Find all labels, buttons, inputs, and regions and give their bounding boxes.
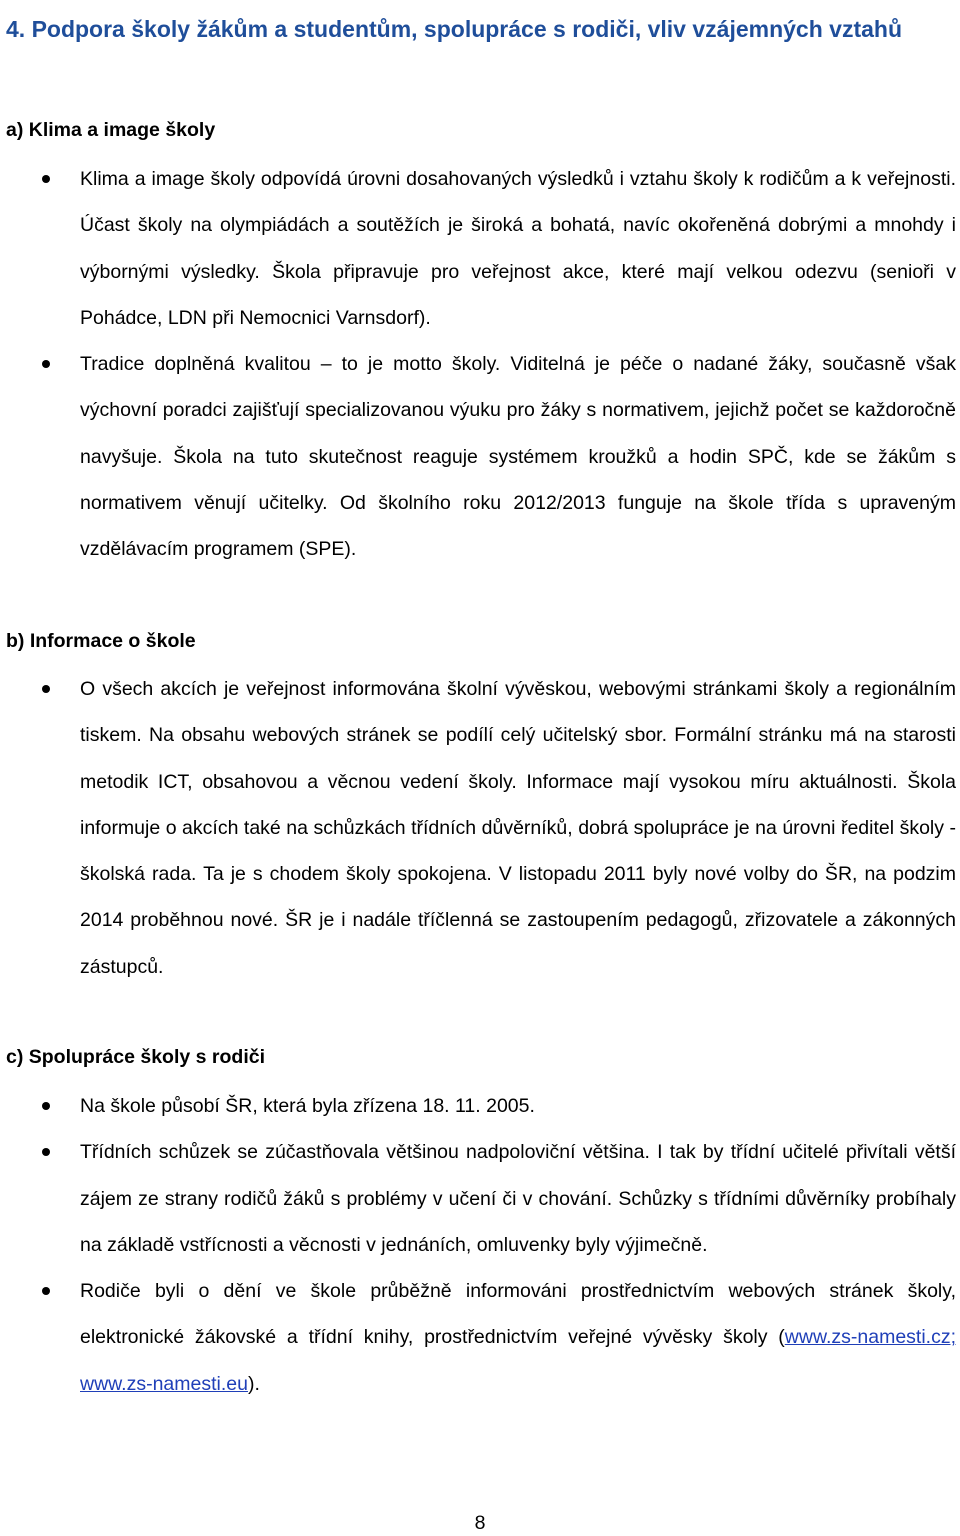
list-item [0, 341, 956, 572]
section-c-list [0, 1083, 956, 1407]
page-number: 8 [474, 1512, 486, 1534]
section-heading-c: c) Spolupráce školy s rodiči [6, 1046, 266, 1068]
list-item [0, 1268, 956, 1407]
chapter-heading: 4. Podpora školy žákům a studentům, spolupráce s rodiči, vliv vzájemných vztahů [6, 16, 902, 42]
list-item-text-suffix: ). [247, 1372, 260, 1395]
list-item-text: Klima a image školy odpovídá úrovni dosahovaných výsledků i vztahu školy k rodičům a k veřejnosti. Účast školy na olympiádách a soutěžích je široká a bohatá, navíc okořeněná dobrými a mnohdy i výbornými výsledky. Škola připravuje pro veřejnost akce, které mají velkou odezvu (senioři v Pohádce, LDN při Nemocnici Varnsdorf). [80, 168, 956, 329]
section-a-list [0, 156, 956, 573]
list-item-text: O všech akcích je veřejnost informována školní vývěskou, webovými stránkami školy a regionálním tiskem. Na obsahu webových stránek se podílí celý učitelský sbor. Formální stránku má na starosti metodik ICT, obsahovou a věcnou vedení školy. Informace mají vysokou míru aktuálnosti. Škola informuje o akcích také na schůzkách třídních důvěrníků, dobrá spolupráce je na úrovni ředitel školy - školská rada. Ta je s chodem školy spokojena. V listopadu 2011 byly nové volby do ŠR, na podzim 2014 proběhnou nové. ŠR je i nadále tříčlenná se zastoupením pedagogů, zřizovatele a zákonných zástupců. [80, 678, 956, 978]
section-b-list [0, 666, 956, 990]
bullet-icon [42, 1102, 50, 1110]
list-item-text: Třídních schůzek se zúčastňovala většinou nadpoloviční většina. I tak by třídní učitelé přivítali větší zájem ze strany rodičů žáků s problémy v učení či v chování. Schůzky s třídními důvěrníky probíhaly na základě vstřícnosti a věcnosti v jednáních, omluvenky byly výjimečně. [80, 1141, 956, 1256]
list-item-text-prefix: Rodiče byli o dění ve škole průběžně informováni prostřednictvím webových stránek školy, elektronické žákovské a třídní knihy, prostřednictvím veřejné vývěsky školy ( [80, 1280, 956, 1349]
list-item [0, 666, 956, 990]
list-item [0, 1129, 956, 1268]
website-link[interactable]: www.zs-namesti.cz; www.zs-namesti.eu [80, 1326, 956, 1395]
list-item [0, 1083, 956, 1129]
bullet-icon [42, 1148, 50, 1156]
bullet-icon [42, 1287, 50, 1295]
bullet-icon [42, 360, 50, 368]
list-item-text: Na škole působí ŠR, která byla zřízena 18. 11. 2005. [80, 1095, 535, 1117]
section-heading-a: a) Klima a image školy [6, 119, 216, 141]
bullet-icon [42, 175, 50, 183]
bullet-icon [42, 685, 50, 693]
list-item-text: Tradice doplněná kvalitou – to je motto školy. Viditelná je péče o nadané žáky, současně však výchovní poradci zajišťují specializovanou výuku pro žáky s normativem, jejichž počet se každoročně navyšuje. Škola na tuto skutečnost reaguje systémem kroužků a hodin SPČ, kde se žákům s normativem věnují učitelky. Od školního roku 2012/2013 funguje na škole třída s upraveným vzdělávacím programem (SPE). [80, 353, 956, 561]
list-item [0, 156, 956, 341]
section-heading-b: b) Informace o škole [6, 630, 196, 652]
